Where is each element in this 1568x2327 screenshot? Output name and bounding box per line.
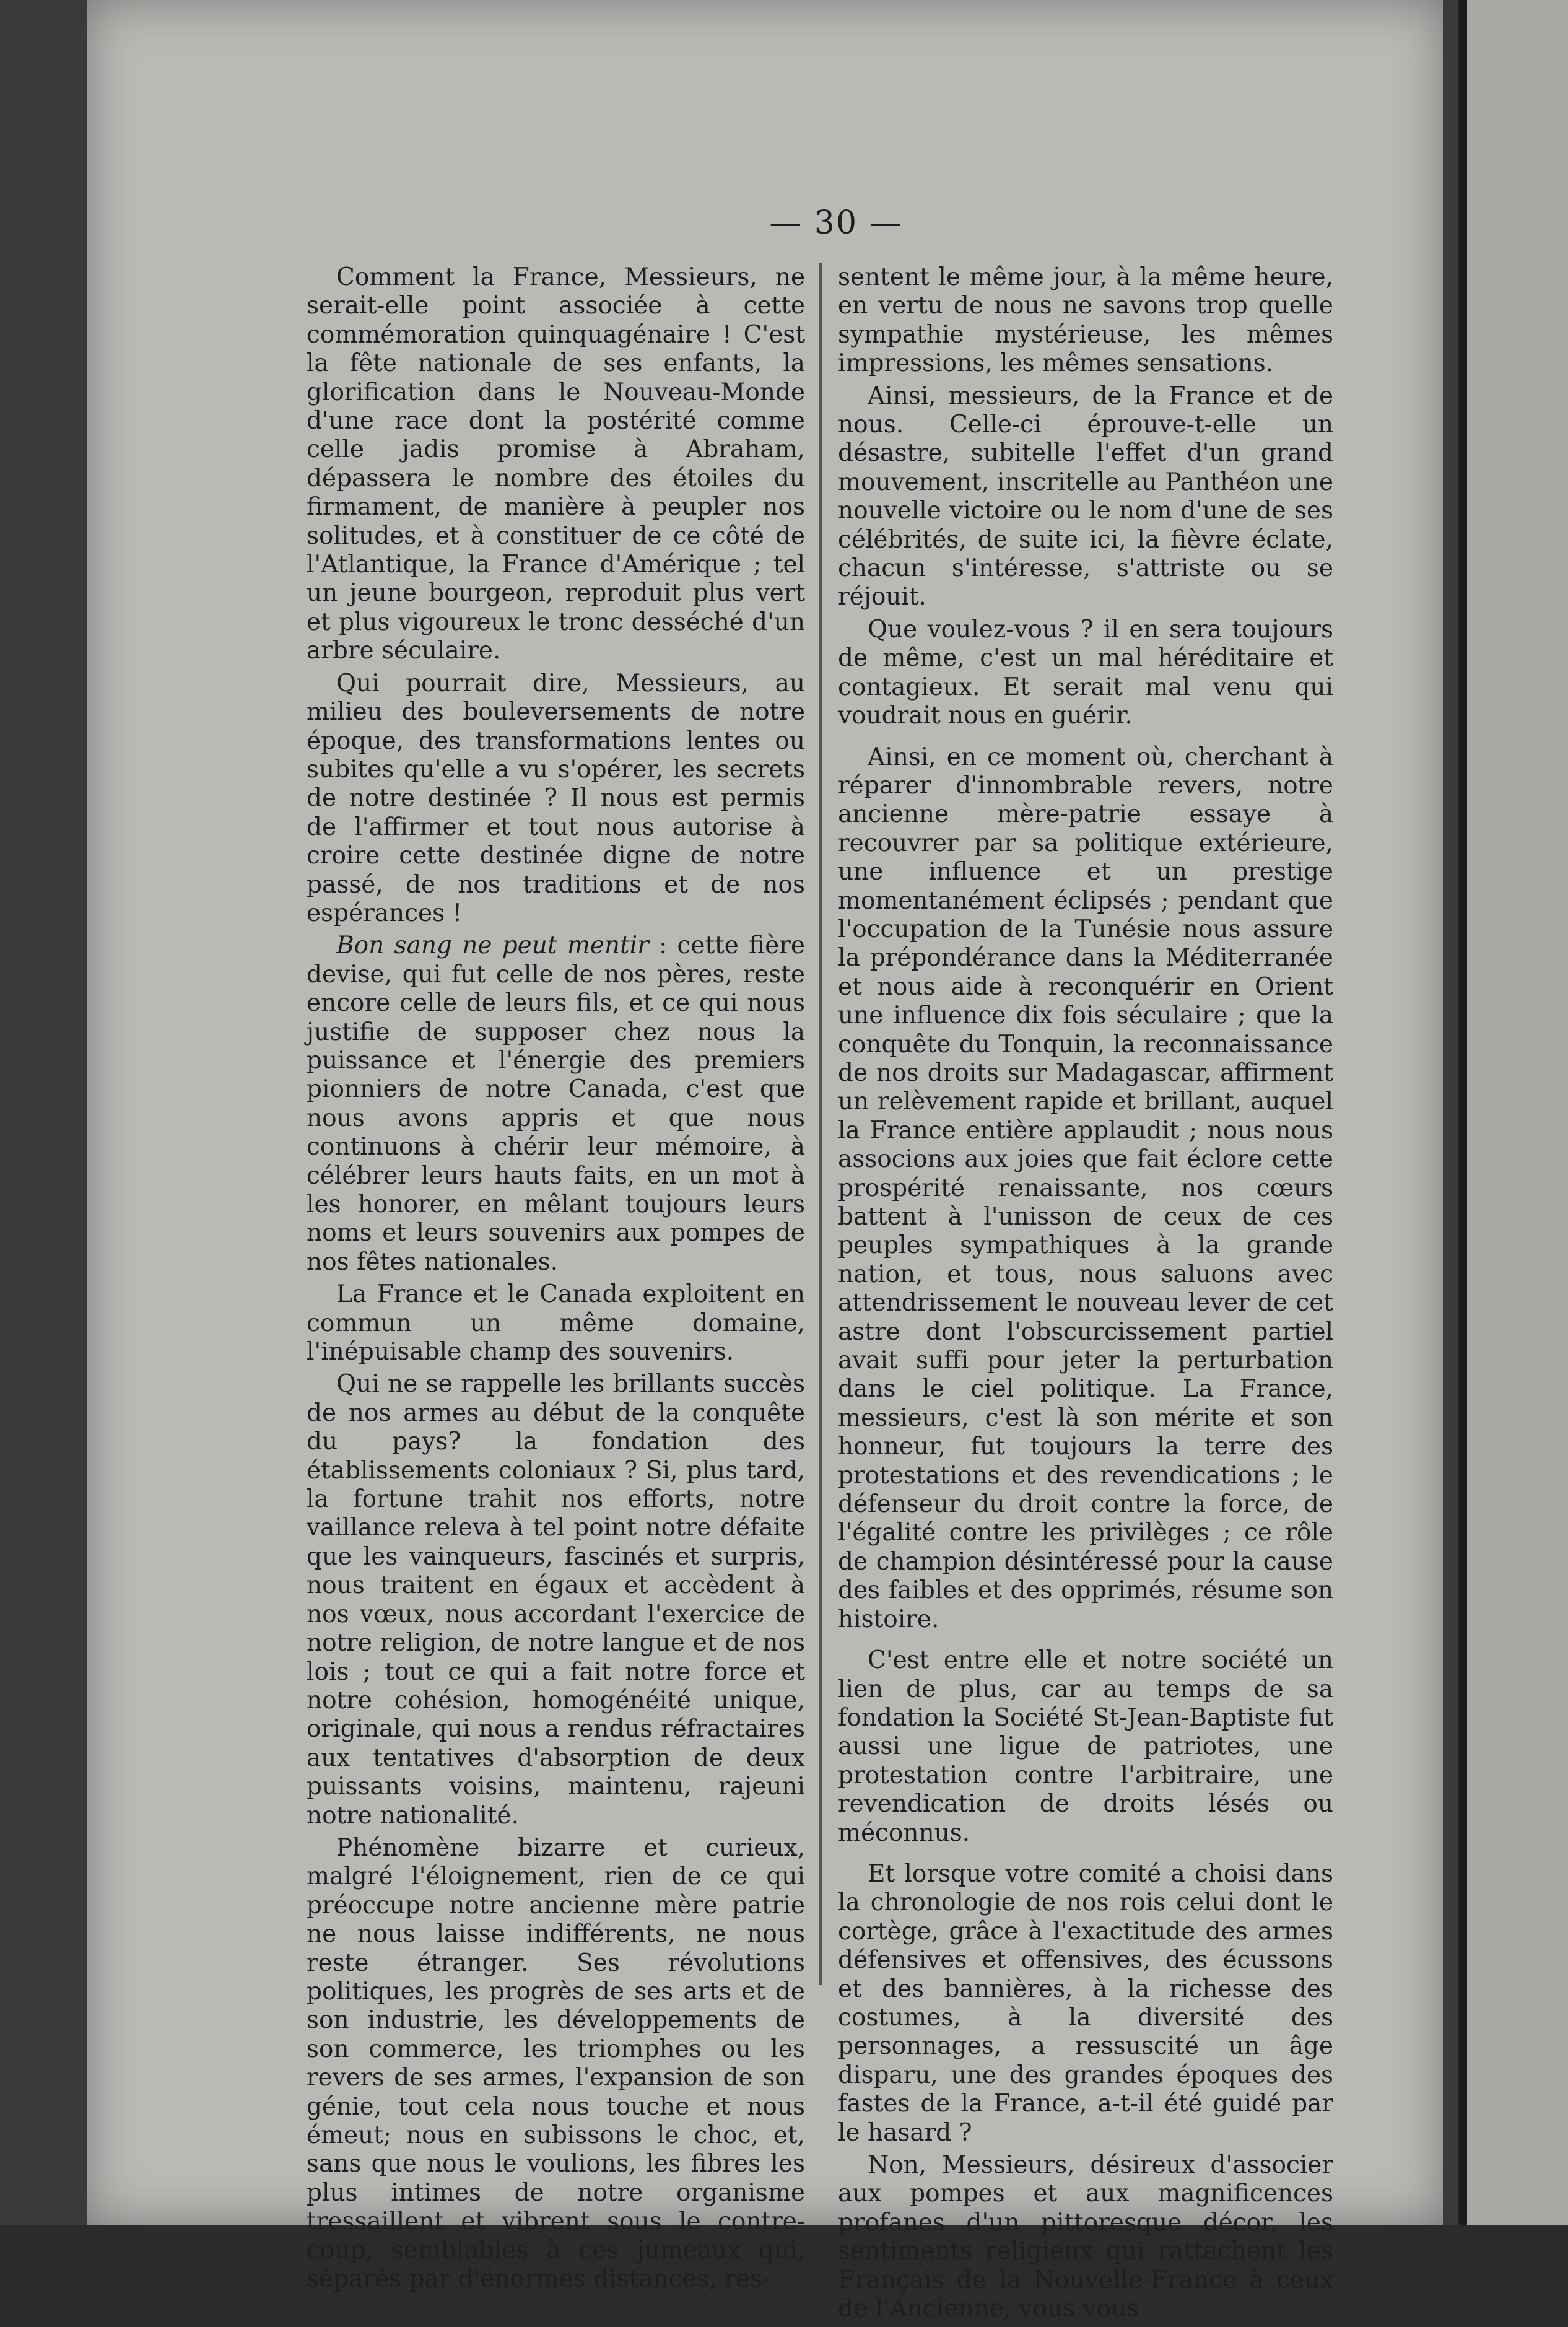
- adjacent-page-edge: [1458, 0, 1568, 2225]
- column-divider: [819, 263, 822, 1985]
- right-paragraph-7: Non, Messieurs, désireux d'associer aux pompes et aux magnificences profanes d'un pittoresque décor, les sentiments religieux qui rattachent les Français de la Nouvelle-France à ceux de l'Ancienne, vous vous: [838, 2151, 1333, 2323]
- right-column: [838, 263, 1333, 2327]
- right-paragraph-3: Que voulez-vous ? il en sera toujours de même, c'est un mal héréditaire et contagieux. Et serait mal venu qui voudrait nous en guérir.: [838, 615, 1333, 730]
- right-paragraph-6: Et lorsque votre comité a choisi dans la chronologie de nos rois celui dont le cortège, grâce à l'exactitude des armes défensives et offensives, des écussons et des bannières, à la richesse des costumes, à la diversité des personnages, a ressuscité un âge disparu, une des grandes époques des fastes de la France, a-t-il été guidé par le hasard ?: [838, 1859, 1333, 2147]
- left-paragraph-5: Qui ne se rappelle les brillants succès de nos armes au début de la conquête du pays? la fondation des établissements coloniaux ? Si, plus tard, la fortune trahit nos efforts, notre vaillance releva à tel point notre défaite que les vainqueurs, fascinés et surpris, nous traitent en égaux et accèdent à nos vœux, nous accordant l'exercice de notre religion, de notre langue et de nos lois ; tout ce qui a fait notre force et notre cohésion, homogénéité unique, originale, qui nous a rendus réfractaires aux tentatives d'absorption de deux puissants voisins, maintenu, rajeuni notre nationalité.: [307, 1370, 805, 1830]
- left-paragraph-4: La France et le Canada exploitent en commun un même domaine, l'inépuisable champ des souvenirs.: [307, 1280, 805, 1366]
- right-paragraph-2: Ainsi, messieurs, de la France et de nous. Celle-ci éprouve-t-elle un désastre, subitelle l'effet d'un grand mouvement, inscritelle au Panthéon une nouvelle victoire ou le nom d'une de ses célébrités, de suite ici, la fièvre éclate, chacun s'intéresse, s'attriste ou se réjouit.: [838, 382, 1333, 611]
- motto-paragraph-rest: : cette fière devise, qui fut celle de nos pères, reste encore celle de leurs fils, et ce qui nous justifie de supposer chez nous la puissance et l'énergie des premiers pionniers de notre Canada, c'est que nous avons appris et que nous continuons à chérir leur mémoire, à célébrer leurs hauts faits, en un mot à les honorer, en mêlant toujours leurs noms et leurs souvenirs aux pompes de nos fêtes nationales.: [307, 932, 805, 1276]
- left-column: [307, 263, 805, 2297]
- right-paragraph-1: sentent le même jour, à la même heure, en vertu de nous ne savons trop quelle sympathie mystérieuse, les mêmes impressions, les mêmes sensations.: [838, 263, 1333, 378]
- right-paragraph-4: Ainsi, en ce moment où, cherchant à réparer d'innombrable revers, notre ancienne mère-patrie essaye à recouvrer par sa politique extérieure, une influence et un prestige momentanément éclipsés ; pendant que l'occupation de la Tunésie nous assure la prépondérance dans la Méditerranée et nous aide à reconquérir en Orient une influence dix fois séculaire ; que la conquête du Tonquin, la reconnaissance de nos droits sur Madagascar, affirment un relèvement rapide et brillant, auquel la France entière applaudit ; nous nous associons aux joies que fait éclore cette prospérité renaissante, nos cœurs battent à l'unisson de ceux de ces peuples sympathiques à la grande nation, et tous, nous saluons avec attendrissement le nouveau lever de cet astre dont l'obscurcissement partiel avait suffi pour jeter la perturbation dans le ciel politique. La France, messieurs, c'est là son mérite et son honneur, fut toujours la terre des protestations et des revendications ; le défenseur du droit contre la force, de l'égalité contre les privilèges ; ce rôle de champion désintéressé pour la cause des faibles et des opprimés, résume son histoire.: [838, 743, 1333, 1633]
- left-paragraph-3: [307, 932, 805, 1277]
- right-paragraph-5: C'est entre elle et notre société un lien de plus, car au temps de sa fondation la Société St-Jean-Baptiste fut aussi une ligue de patriotes, une protestation contre l'arbitraire, une revendication de droits lésés ou méconnus.: [838, 1646, 1333, 1847]
- left-paragraph-6: Phénomène bizarre et curieux, malgré l'éloignement, rien de ce qui préoccupe notre ancienne mère patrie ne nous laisse indifférents, ne nous reste étranger. Ses révolutions politiques, les progrès de ses arts et de son industrie, les développements de son commerce, les triomphes ou les revers de ses armes, l'expansion de son génie, tout cela nous touche et nous émeut; nous en subissons le choc, et, sans que nous le voulions, les fibres les plus intimes de notre organisme tressaillent et vibrent sous le contre-coup, semblables à ces jumeaux qui, séparés par d'énormes distances, res-: [307, 1833, 805, 2294]
- left-paragraph-2: Qui pourrait dire, Messieurs, au milieu des bouleversements de notre époque, des transformations lentes ou subites qu'elle a vu s'opérer, les secrets de notre destinée ? Il nous est permis de l'affirmer et tout nous autorise à croire cette destinée digne de notre passé, de nos traditions et de nos espérances !: [307, 669, 805, 927]
- motto-text: Bon sang ne peut mentir: [336, 932, 649, 960]
- page-number: — 30 —: [769, 204, 903, 242]
- left-paragraph-1: Comment la France, Messieurs, ne serait-elle point associée à cette commémoration quinquagénaire ! C'est la fête nationale de ses enfants, la glorification dans le Nouveau-Monde d'une race dont la postérité comme celle jadis promise à Abraham, dépassera le nombre des étoiles du firmament, de manière à peupler nos solitudes, et à constituer de ce côté de l'Atlantique, la France d'Amérique ; tel un jeune bourgeon, reproduit plus vert et plus vigoureux le tronc desséché d'un arbre séculaire.: [307, 263, 805, 665]
